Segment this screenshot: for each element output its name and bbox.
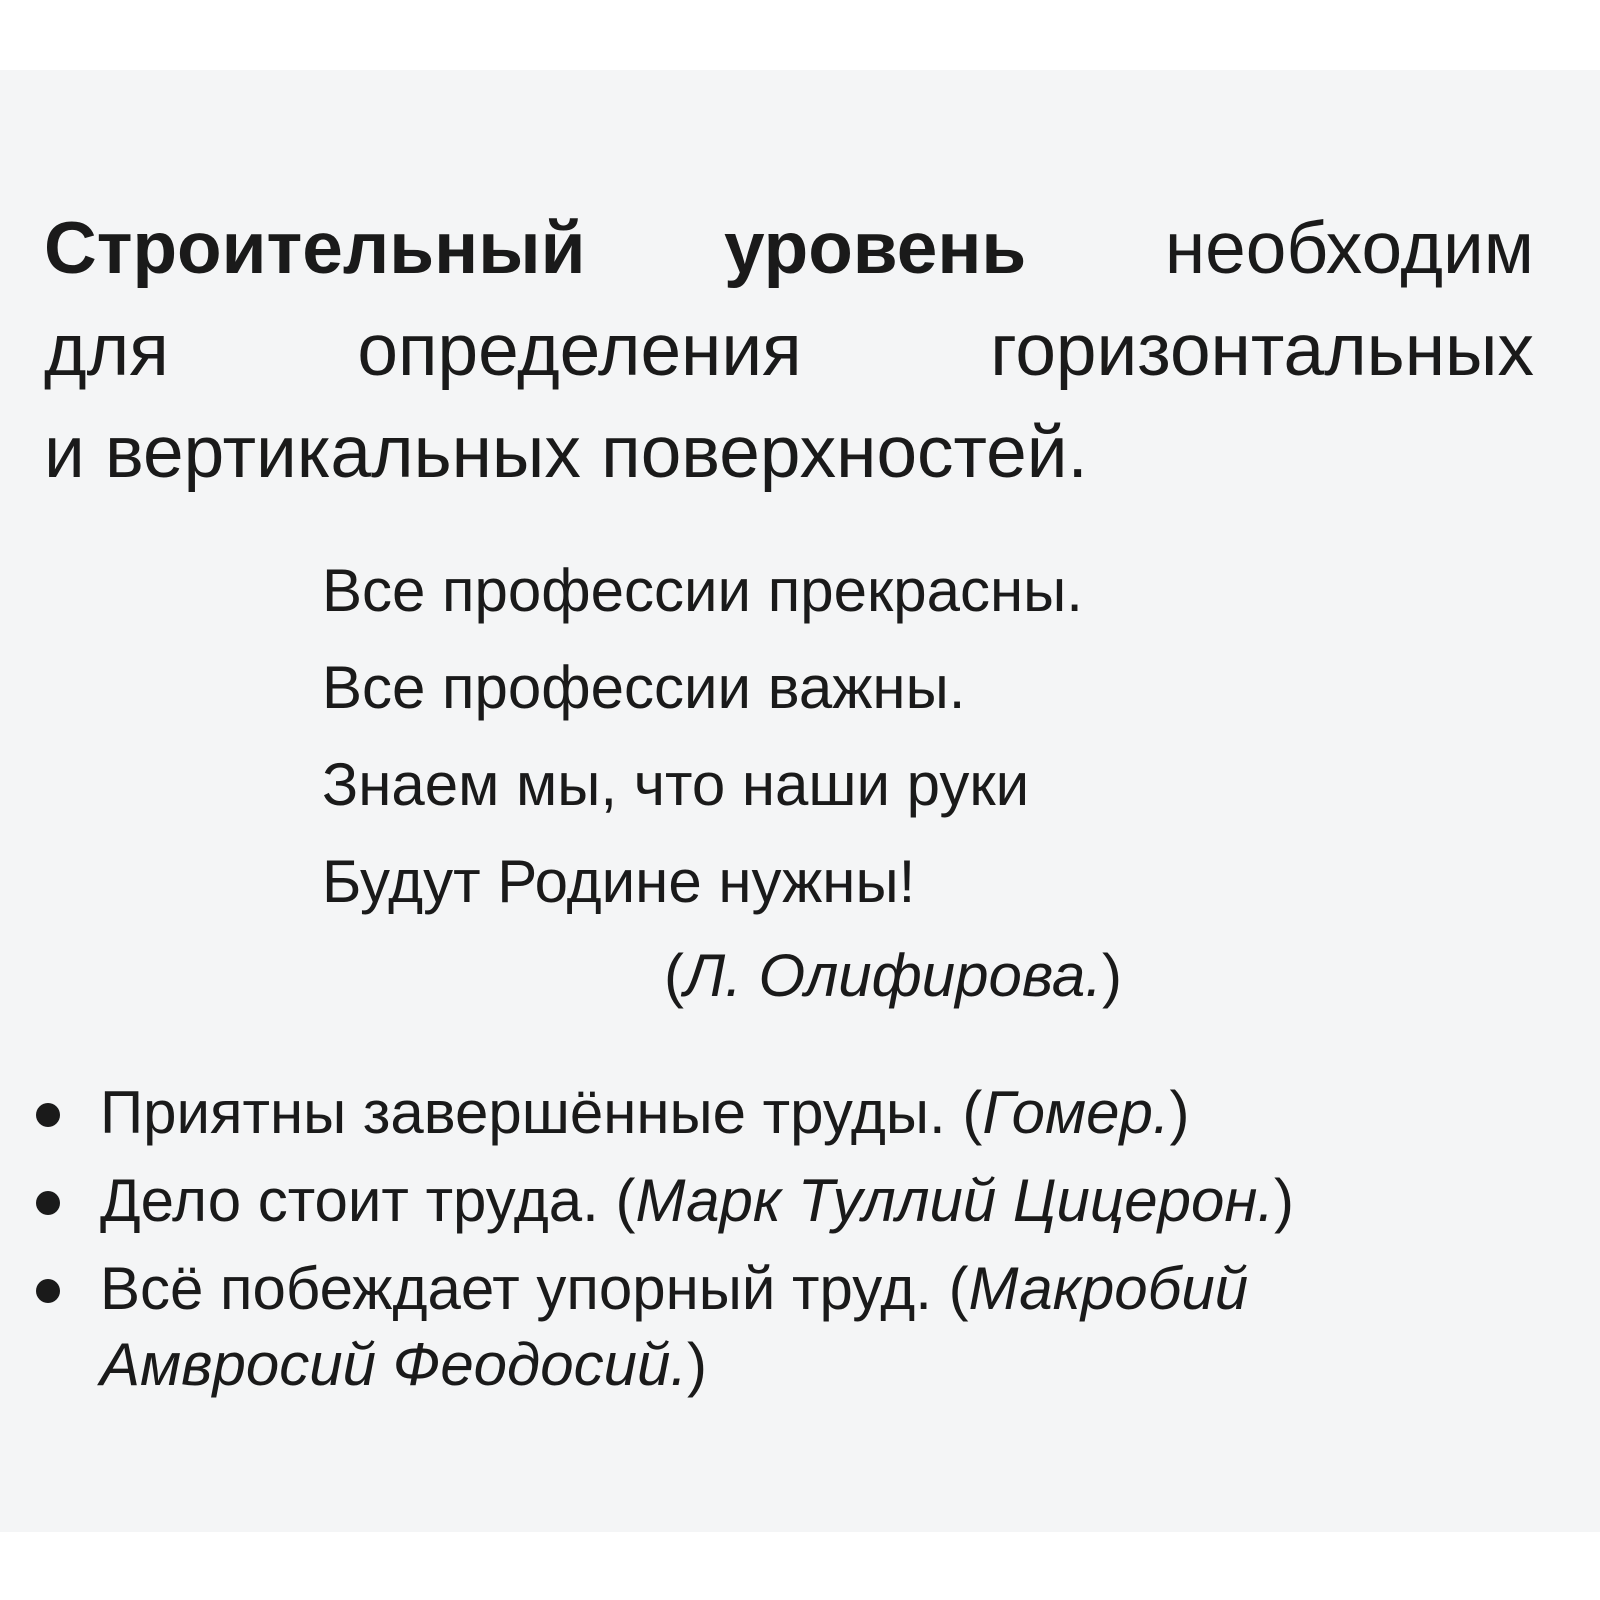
intro-line-3: и вертикальных поверхностей.: [44, 412, 1088, 493]
quote-close-paren: ): [1274, 1167, 1295, 1234]
quote-source: Марк Туллий Цицерон.: [635, 1167, 1275, 1234]
quote-text-line: [100, 1163, 1540, 1239]
quote-source: Макробий Амвросий Феодосий.: [100, 1255, 1249, 1398]
intro-line-1-rest: необходим: [1164, 208, 1534, 289]
intro-line-2: для определения горизонтальных: [44, 310, 1534, 391]
quote-close-paren: ): [1169, 1079, 1190, 1146]
quote-list: [30, 1075, 1540, 1415]
quote-open-paren: (: [962, 1079, 983, 1146]
quote-text-line: [100, 1251, 1540, 1403]
poem-line: Все профессии важны.: [322, 654, 966, 721]
poem-line: Знаем мы, что наши руки: [322, 751, 1030, 818]
quote-source: Гомер.: [982, 1079, 1170, 1146]
quote-open-paren: (: [615, 1167, 636, 1234]
quote-text: Приятны завершённые труды.: [100, 1079, 946, 1146]
quote-text: Дело стоит труда.: [100, 1167, 599, 1234]
poem-line: Все профессии прекрасны.: [322, 557, 1083, 624]
poem-line: Будут Родине нужны!: [322, 848, 916, 915]
quote-open-paren: (: [948, 1255, 969, 1322]
quote-text-line: [100, 1075, 1540, 1151]
quote-text: Всё побеждает упорный труд.: [100, 1255, 932, 1322]
quote-item: [30, 1251, 1540, 1403]
quote-close-paren: ): [687, 1331, 707, 1398]
poem-author: [664, 936, 1122, 1016]
intro-paragraph: [44, 198, 1534, 504]
quote-item: [30, 1075, 1540, 1151]
quote-item: [30, 1163, 1540, 1239]
poem: [322, 542, 1122, 1016]
intro-bold-term: Строительный уровень: [44, 208, 1027, 289]
poem-author-close-paren: ): [1101, 942, 1122, 1009]
bullet-icon: [36, 1191, 60, 1215]
intro-line-1: [44, 198, 1534, 300]
bullet-icon: [36, 1103, 60, 1127]
bullet-icon: [36, 1279, 60, 1303]
poem-author-open-paren: (: [664, 942, 684, 1009]
poem-author-name: Л. Олифирова.: [683, 942, 1102, 1009]
